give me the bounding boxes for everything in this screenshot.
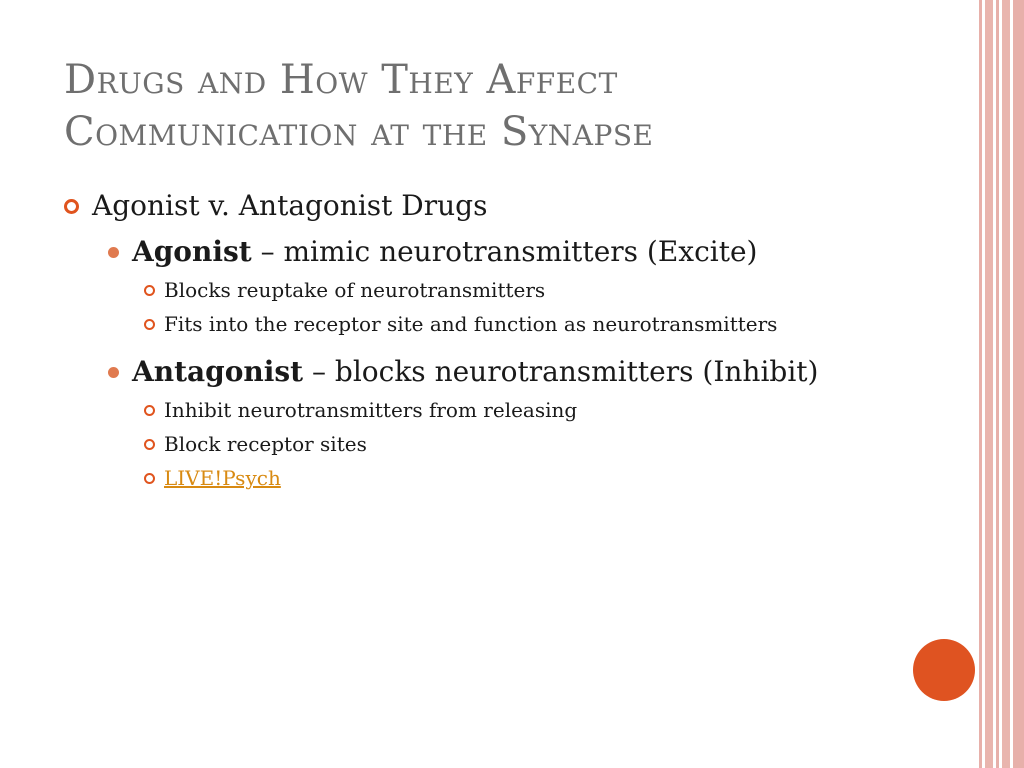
sub-bullet-text: Inhibit neurotransmitters from releasing [164, 398, 578, 422]
sub-bullet-item [144, 396, 904, 424]
sub-bullet-item-link [144, 464, 904, 492]
sub-bullet-text: Block receptor sites [164, 432, 367, 456]
bullet-item-agonist-v-antagonist [64, 186, 904, 226]
title-line-1: Drugs and How They Affect [64, 57, 618, 103]
sub-bullet-item [144, 276, 904, 304]
sub-bullet-item [144, 430, 904, 458]
dot-bullet-icon [108, 247, 119, 258]
ring-bullet-icon [64, 199, 79, 214]
bullet-text: Agonist v. Antagonist Drugs [92, 189, 488, 222]
sub-bullet-text: Blocks reuptake of neurotransmitters [164, 278, 546, 302]
decorative-stripe [1002, 0, 1010, 768]
bullet-item-agonist [108, 232, 904, 272]
title-line-2: Communication at the Synapse [64, 109, 654, 155]
antagonist-description: – blocks neurotransmitters (Inhibit) [303, 355, 819, 388]
dot-bullet-icon [108, 367, 119, 378]
ring-bullet-icon [144, 439, 155, 450]
ring-bullet-icon [144, 285, 155, 296]
sub-bullet-text: Fits into the receptor site and function as neurotransmitters [164, 312, 778, 336]
decorative-stripe [985, 0, 993, 768]
decorative-circle [913, 639, 975, 701]
decorative-stripe [1013, 0, 1024, 768]
antagonist-term: Antagonist [132, 355, 304, 388]
ring-bullet-icon [144, 319, 155, 330]
decorative-stripe [996, 0, 999, 768]
slide-body [64, 186, 904, 498]
ring-bullet-icon [144, 473, 155, 484]
sub-bullet-item [144, 310, 904, 338]
slide-title [64, 54, 944, 158]
agonist-term: Agonist [132, 235, 252, 268]
bullet-item-antagonist [108, 352, 904, 392]
agonist-description: – mimic neurotransmitters (Excite) [251, 235, 758, 268]
live-psych-link[interactable]: LIVE!Psych [164, 466, 281, 490]
ring-bullet-icon [144, 405, 155, 416]
decorative-stripe [979, 0, 982, 768]
